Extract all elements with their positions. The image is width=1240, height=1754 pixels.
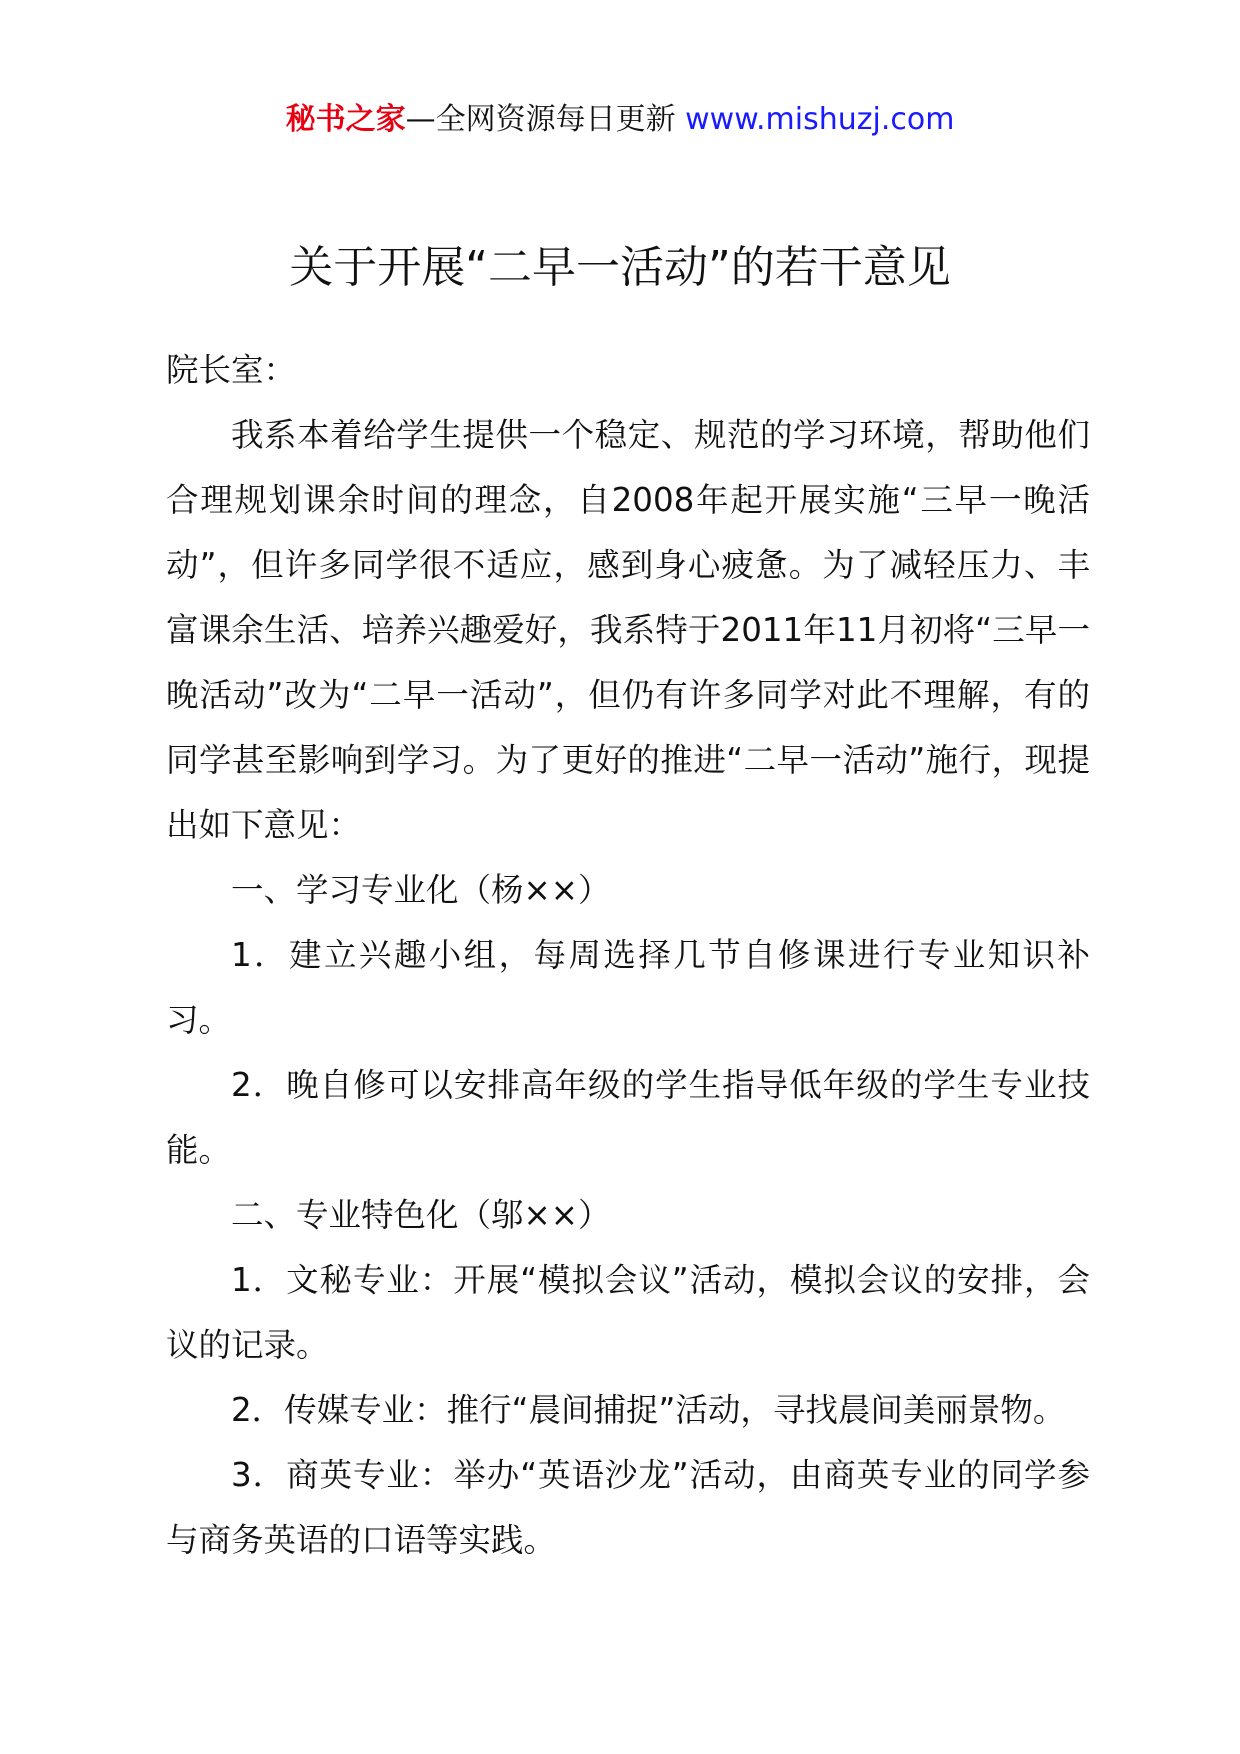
section-heading-2: 二、专业特色化（邬××） xyxy=(231,1196,611,1234)
list-item: 1．建立兴趣小组，每周选择几节自修课进行专业知识补习。 xyxy=(166,936,1090,1039)
site-header xyxy=(0,100,1240,140)
list-item: 2．晚自修可以安排高年级的学生指导低年级的学生专业技能。 xyxy=(166,1066,1090,1169)
list-item: 2．传媒专业：推行“晨间捕捉”活动，寻找晨间美丽景物。 xyxy=(231,1391,1066,1429)
brand-name: 秘书之家 xyxy=(285,102,406,137)
header-tagline: —全网资源每日更新 xyxy=(405,102,686,137)
document-title: 关于开展“二早一活动”的若干意见 xyxy=(289,242,951,293)
section-heading-1: 一、学习专业化（杨××） xyxy=(231,871,611,909)
list-item: 3．商英专业：举办“英语沙龙”活动，由商英专业的同学参与商务英语的口语等实践。 xyxy=(166,1456,1090,1559)
salutation: 院长室： xyxy=(166,351,297,389)
site-url-link[interactable]: www.mishuzj.com xyxy=(685,102,955,137)
document-body xyxy=(166,338,1090,1573)
list-item: 1．文秘专业：开展“模拟会议”活动，模拟会议的安排，会议的记录。 xyxy=(166,1261,1090,1364)
intro-paragraph: 我系本着给学生提供一个稳定、规范的学习环境，帮助他们合理规划课余时间的理念，自2008年起开展实施“三早一晚活动”，但许多同学很不适应，感到身心疲惫。为了减轻压力、丰富课余生活、培养兴趣爱好，我系特于2011年11月初将“三早一晚活动”改为“二早一活动”，但仍有许多同学对此不理解，有的同学甚至影响到学习。为了更好的推进“二早一活动”施行，现提出如下意见： xyxy=(166,416,1090,844)
